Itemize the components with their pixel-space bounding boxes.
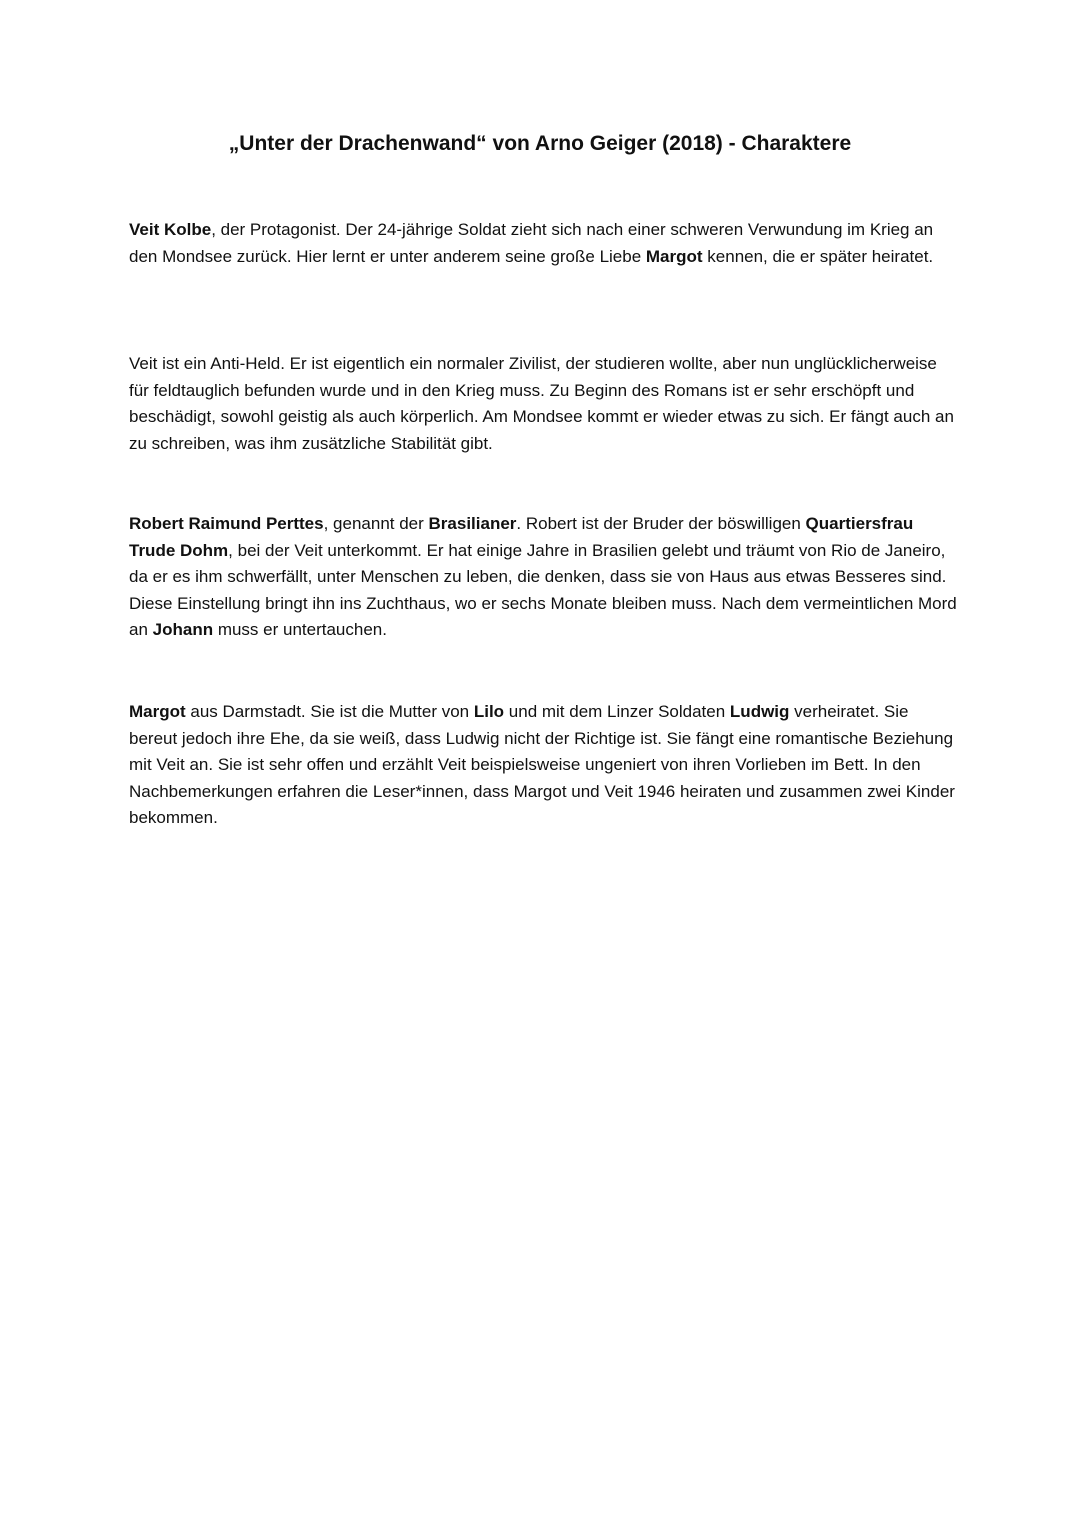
character-name: Lilo (473, 702, 505, 721)
character-name: Margot (645, 246, 703, 266)
paragraph-text: muss er untertauchen. (213, 620, 387, 639)
paragraph-text: , genannt der (323, 514, 429, 533)
paragraph-text: aus Darmstadt. Sie ist die Mutter von (185, 702, 474, 721)
character-name: Johann (152, 620, 214, 639)
paragraph-text: verheiratet. Sie bereut jedoch ihre Ehe, da sie weiß, dass Ludwig nicht der Richtige ist. Sie fängt eine romantische Beziehung mit Veit an. Sie ist sehr offen und erzählt Veit beispielsweise ungeniert von ihren Vorlieben im Bett. In den Nachbemerkungen erfahren die Leser*innen, dass Margot und Veit 1946 heiraten und zusammen zwei Kinder bekommen. (129, 702, 955, 827)
paragraph-text: , bei der Veit unterkommt. Er hat einige Jahre in Brasilien gelebt und träumt von Rio de Janeiro, da er es ihm schwerfällt, unter Menschen zu leben, die denken, dass sie von Haus aus etwas Besseres sind. Diese Einstellung bringt ihn ins Zuchthaus, wo er sechs Monate bleiben muss. Nach dem vermeintlichen Mord an (129, 540, 957, 639)
paragraph-text: und mit dem Linzer Soldaten (504, 702, 730, 721)
paragraph-text: , der Protagonist. Der 24-jährige Soldat zieht sich nach einer schweren Verwundung im Krieg an den Mondsee zurück. Hier lernt er unter anderem seine große Liebe (129, 220, 934, 266)
character-name: Veit Kolbe (129, 220, 212, 239)
paragraph-text: . Robert ist der Bruder der böswilligen (516, 514, 806, 533)
character-name: Ludwig (729, 702, 790, 721)
paragraph-anti-hero (129, 351, 959, 457)
paragraph-text: Veit ist ein Anti-Held. Er ist eigentlich ein normaler Zivilist, der studieren wollte, aber nun unglücklicherweise für feldtauglich befunden wurde und in den Krieg muss. Zu Beginn des Romans ist er sehr erschöpft und beschädigt, sowohl geistig als auch körperlich. Am Mondsee kommt er wieder etwas zu sich. Er fängt auch an zu schreiben, was ihm zusätzliche Stabilität gibt. (129, 354, 954, 453)
page-title: „Unter der Drachenwand“ von Arno Geiger (2018) - Charaktere (228, 132, 852, 155)
paragraph-veit-kolbe (129, 217, 959, 270)
character-name: Brasilianer (428, 514, 517, 533)
paragraph-text: kennen, die er später heiratet. (702, 246, 934, 266)
paragraph-robert-perttes (129, 511, 959, 644)
character-name: Robert Raimund Perttes (129, 514, 324, 533)
character-name: Margot (129, 702, 186, 721)
character-name: Quartiersfrau Trude Dohm (129, 514, 914, 560)
paragraph-margot (129, 699, 959, 832)
